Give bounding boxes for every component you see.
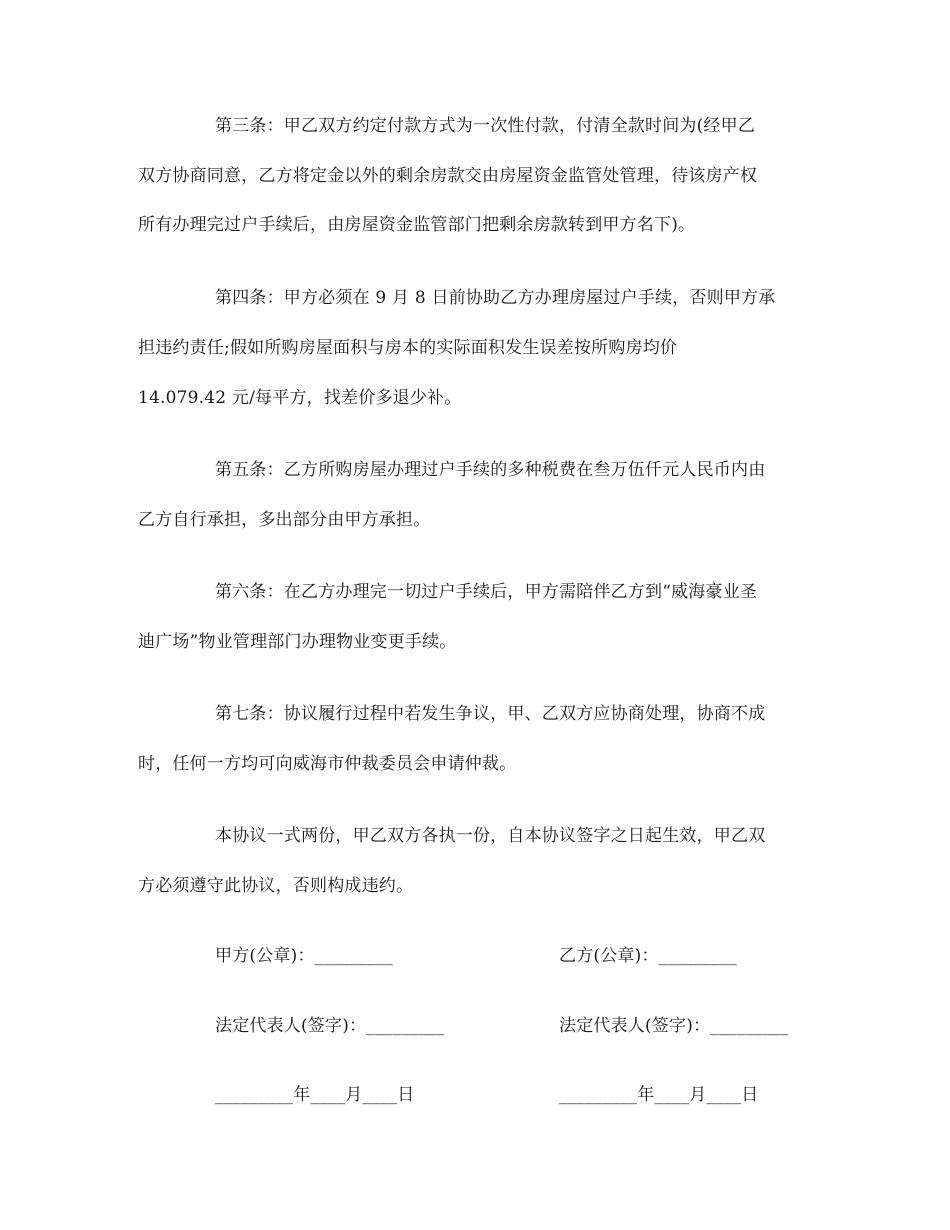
article-5-line-1: 第五条：乙方所购房屋办理过户手续的多种税费在叁万伍仟元人民币内由 [215,460,766,480]
party-b-representative-field: 法定代表人(签字)：_________ [559,1016,789,1036]
article-7-line-1: 第七条：协议履行过程中若发生争议，甲、乙双方应协商处理，协商不成 [215,704,766,724]
article-3-line-2: 双方协商同意，乙方将定金以外的剩余房款交由房屋资金监管处管理，待该房产权 [138,166,758,186]
article-4-line-2: 担违约责任;假如所购房屋面积与房本的实际面积发生误差按所购房均价 [138,338,678,358]
article-4-line-3: 14.079.42 元/每平方，找差价多退少补。 [138,388,462,408]
article-6-line-1: 第六条：在乙方办理完一切过户手续后，甲方需陪伴乙方到“威海豪业圣 [215,582,758,602]
party-b-date-field: _________年____月____日 [559,1085,759,1105]
closing-line-2: 方必须遵守此协议，否则构成违约。 [138,876,414,896]
closing-line-1: 本协议一式两份，甲乙双方各执一份，自本协议签字之日起生效，甲乙双 [215,826,766,846]
article-4-line-1: 第四条：甲方必须在 9 月 8 日前协助乙方办理房屋过户手续，否则甲方承 [215,288,776,308]
article-5-line-2: 乙方自行承担，多出部分由甲方承担。 [138,510,431,530]
article-7-line-2: 时，任何一方均可向威海市仲裁委员会申请仲裁。 [138,754,517,774]
party-b-seal-field: 乙方(公章)：_________ [559,946,737,966]
article-6-line-2: 迪广场”物业管理部门办理物业变更手续。 [138,632,457,652]
party-a-seal-field: 甲方(公章)：_________ [215,946,393,966]
party-a-date-field: _________年____月____日 [215,1085,415,1105]
article-3-line-3: 所有办理完过户手续后，由房屋资金监管部门把剩余房款转到甲方名下)。 [138,215,696,235]
article-3-line-1: 第三条：甲乙双方约定付款方式为一次性付款，付清全款时间为(经甲乙 [215,116,756,136]
party-a-representative-field: 法定代表人(签字)：_________ [215,1016,445,1036]
